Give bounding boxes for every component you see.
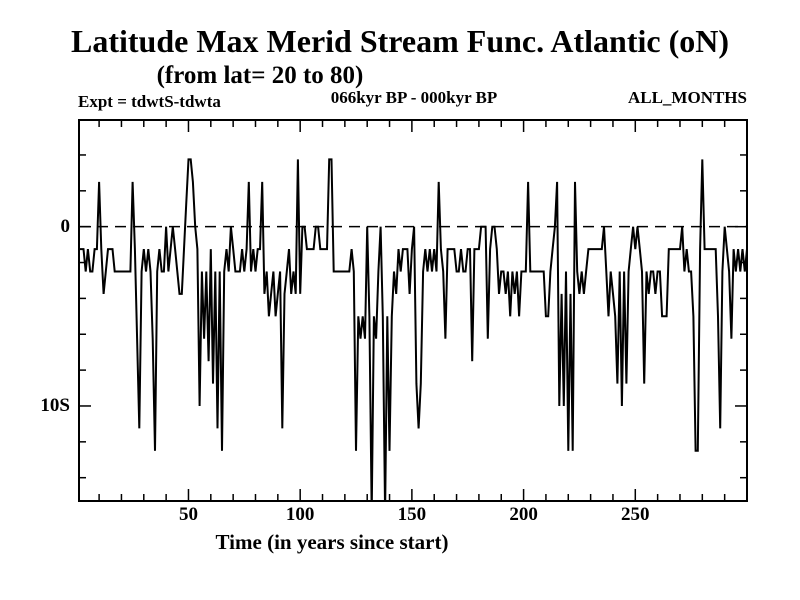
plot-frame <box>79 120 747 501</box>
experiment-label: Expt = tdwtS-tdwta <box>78 92 221 111</box>
x-axis-label: Time (in years since start) <box>215 530 449 554</box>
series-line <box>79 159 747 513</box>
months-label: ALL_MONTHS <box>627 88 747 107</box>
x-tick-label: 50 <box>178 504 198 525</box>
y-tick-label: 10S <box>40 394 70 416</box>
period-label: 066kyr BP - 000kyr BP <box>330 88 498 107</box>
x-tick-label: 150 <box>397 504 427 525</box>
page-title: Latitude Max Merid Stream Func. Atlantic (oN) <box>71 23 729 59</box>
page-subtitle: (from lat= 20 to 80) <box>156 62 364 89</box>
x-tick-label: 250 <box>621 504 650 525</box>
y-tick-label: 0 <box>60 215 70 237</box>
x-tick-label: 200 <box>509 504 538 525</box>
x-tick-label: 100 <box>285 504 315 525</box>
